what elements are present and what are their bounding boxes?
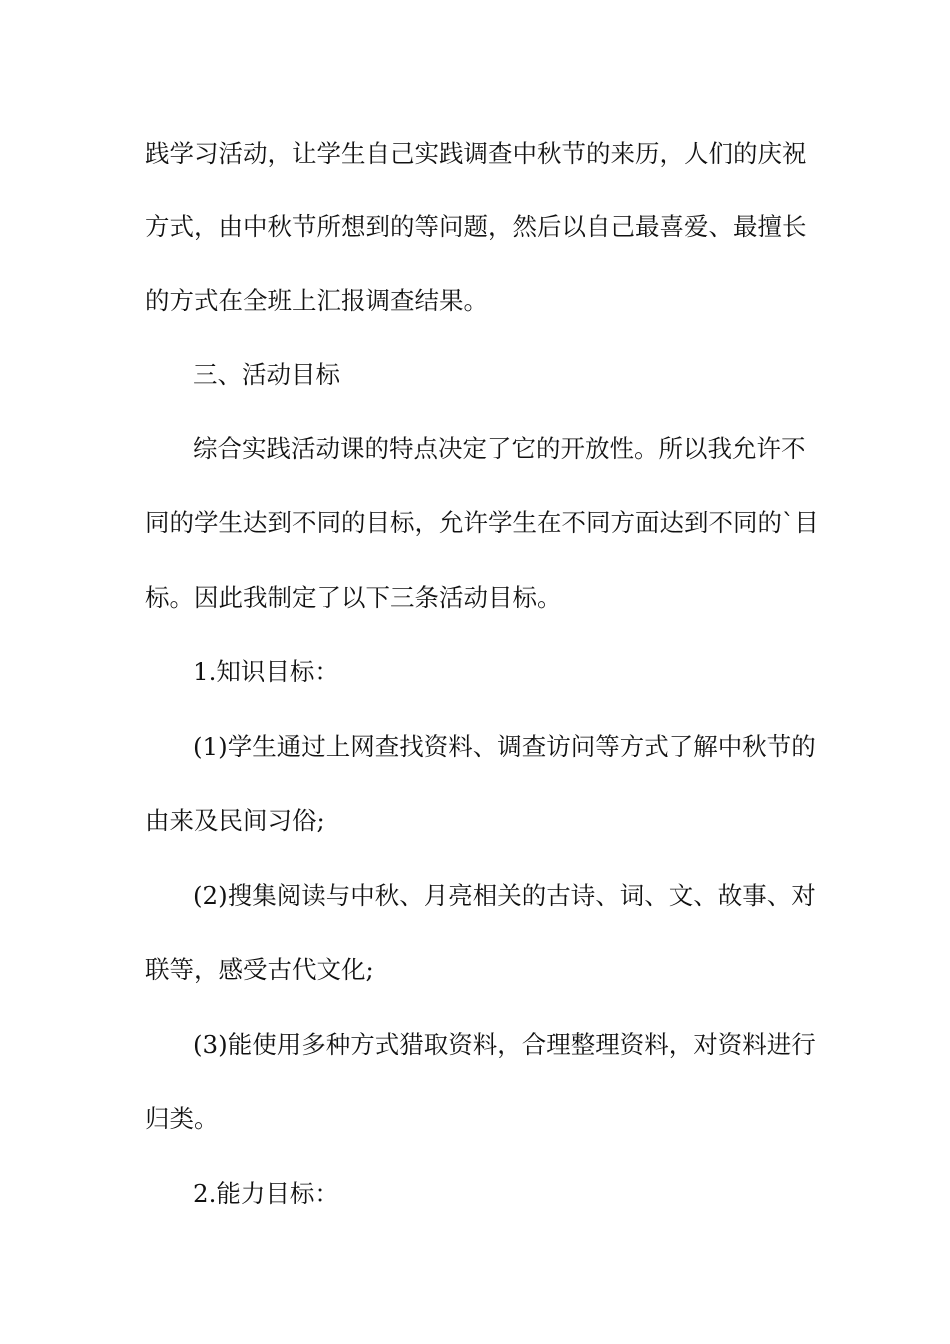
text-line: (2)搜集阅读与中秋、月亮相关的古诗、词、文、故事、对	[193, 881, 816, 910]
text-line: (3)能使用多种方式猎取资料，合理整理资料，对资料进行	[193, 1030, 816, 1059]
subsection-heading: 2.能力目标：	[193, 1179, 339, 1208]
text-line: 的方式在全班上汇报调查结果。	[145, 286, 488, 315]
text-line: 同的学生达到不同的目标，允许学生在不同方面达到不同的`目	[145, 508, 819, 537]
section-heading: 三、活动目标	[193, 360, 340, 389]
text-line: 综合实践活动课的特点决定了它的开放性。所以我允许不	[193, 434, 806, 463]
text-line: 由来及民间习俗;	[145, 806, 325, 835]
text-line: (1)学生通过上网查找资料、调查访问等方式了解中秋节的	[193, 732, 816, 761]
text-line: 标。因此我制定了以下三条活动目标。	[145, 583, 562, 612]
text-line: 联等，感受古代文化;	[145, 955, 374, 984]
subsection-heading: 1.知识目标：	[193, 657, 339, 686]
text-line: 践学习活动，让学生自己实践调查中秋节的来历，人们的庆祝	[145, 139, 807, 168]
text-line: 归类。	[145, 1104, 219, 1133]
text-line: 方式，由中秋节所想到的等问题，然后以自己最喜爱、最擅长	[145, 212, 807, 241]
